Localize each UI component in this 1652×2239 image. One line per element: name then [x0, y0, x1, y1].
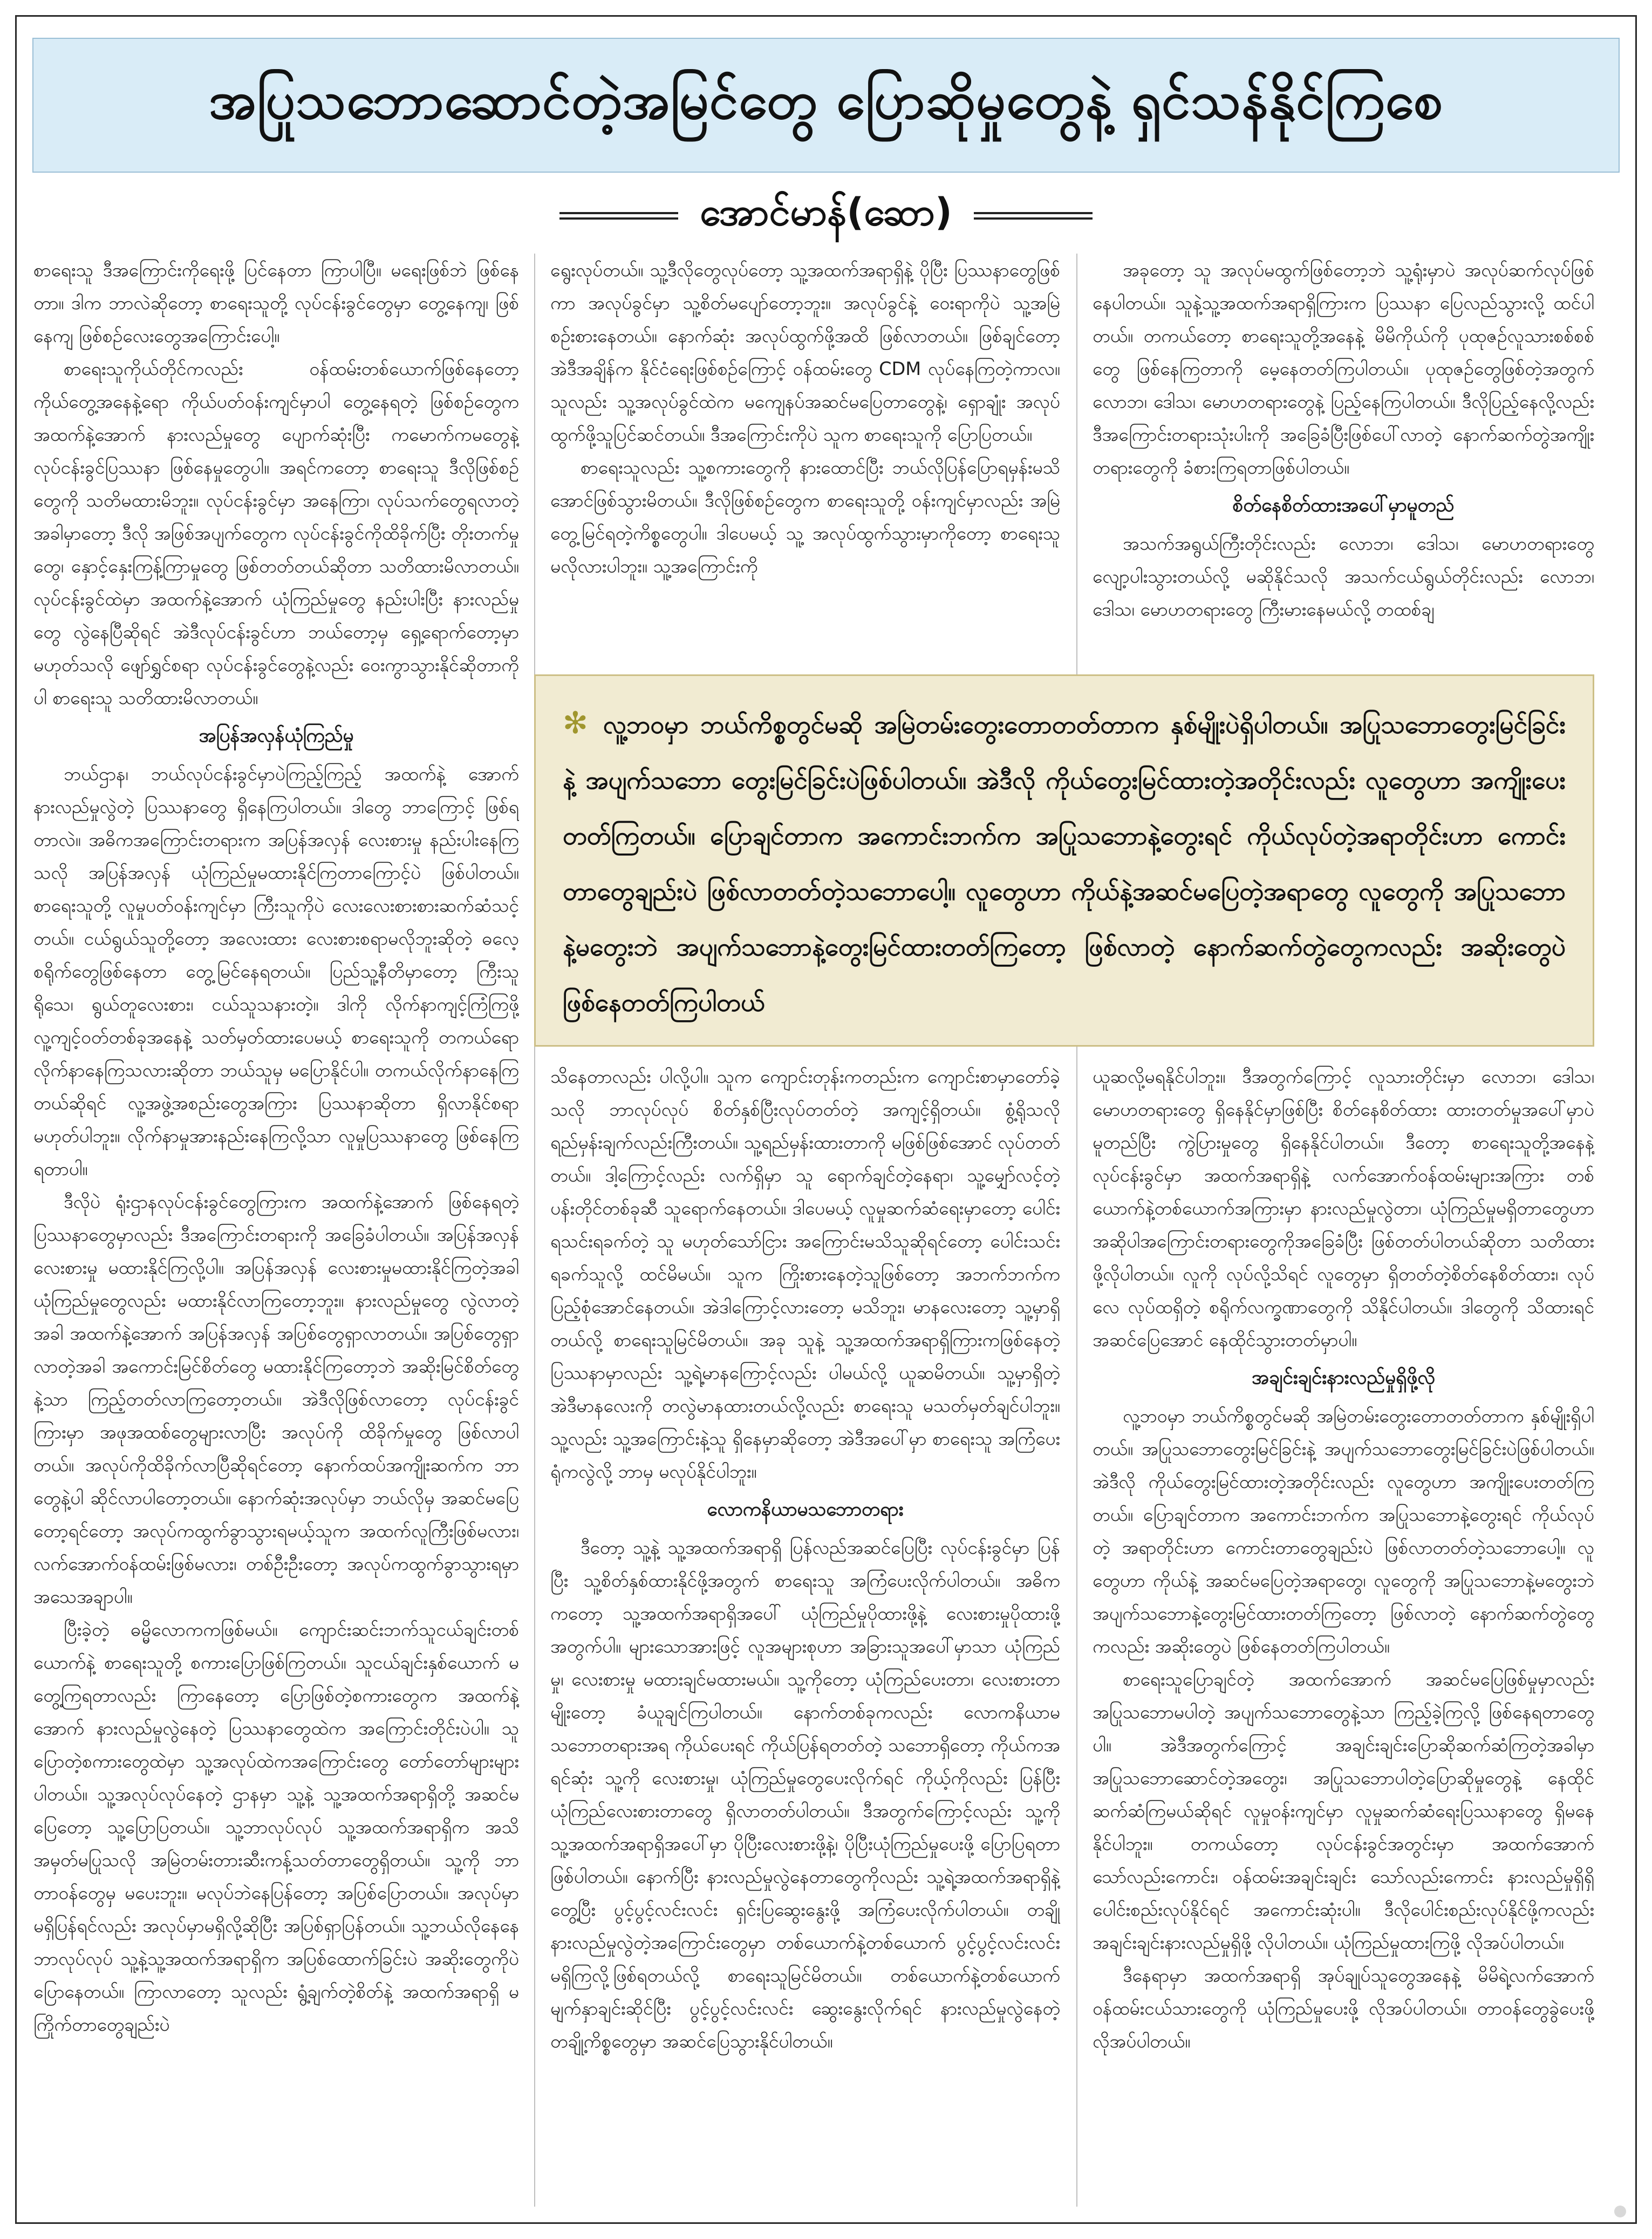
article-title: အပြုသဘောဆောင်တဲ့အမြင်တွေ ပြောဆိုမှုတွေနဲ့ ရှင်သန်နိုင်ကြစေ — [209, 70, 1443, 131]
paragraph: ရွေးလုပ်တယ်။ သူ့ဒီလိုတွေလုပ်တော့ သူ့အထက်အရာရှိနဲ့ ပိုပြီး ပြဿနာတွေဖြစ်ကာ အလုပ်ခွင်မှာ သူ့စိတ်မပျော်တော့ဘူး။ အလုပ်ခွင်နဲ့ ဝေးရာကိုပဲ သူ့အမြဲစဉ်းစားနေတယ်။ နောက်ဆုံး အလုပ်ထွက်ဖို့အထိ ဖြစ်လာတယ်။ ဖြစ်ချင်တော့ အဲဒီအချိန်က နိုင်ငံရေးဖြစ်စဉ်ကြောင့် ဝန်ထမ်းတွေ CDM လုပ်နေကြတဲ့ကာလ။ သူလည်း သူ့အလုပ်ခွင်ထဲက မကျေနပ်အဆင်မပြေတာတွေနဲ့၊ ရှောချုံး အလုပ်ထွက်ဖို့သူပြင်ဆင်တယ်။ ဒီအကြောင်းကိုပဲ သူက စာရေးသူကို ပြောပြတယ်။ — [550, 260, 1060, 445]
column-middle-bottom — [550, 1060, 1060, 2223]
column-middle-top — [550, 254, 1060, 664]
column-divider — [534, 254, 535, 2207]
paragraph: စာရေးသူပြောချင်တဲ့ အထက်အောက် အဆင်မပြေဖြစ်မှုမှာလည်း အပြုသဘောမပါတဲ့ အပျက်သဘောတွေနဲ့သာ ကြည့်ခဲ့ကြလို့ ဖြစ်နေရတာတွေပါ။ အဲဒီအတွက်ကြောင့် အချင်းချင်းပြောဆိုဆက်ဆံကြတဲ့အခါမှာ အပြုသဘောဆောင်တဲ့အတွေး၊ အပြုသဘောပါတဲ့ပြောဆိုမှုတွေနဲ့ နေထိုင်ဆက်ဆံကြမယ်ဆိုရင် လူမှုဝန်းကျင်မှာ လူမှုဆက်ဆံရေးပြဿနာတွေ ရှိမနေနိုင်ပါဘူး။ တကယ်တော့ လုပ်ငန်းခွင်အတွင်းမှာ အထက်အောက်သော်လည်းကောင်း၊ ဝန်ထမ်းအချင်းချင်း သော်လည်းကောင်း နားလည်မှုရှိရှိ ပေါင်းစည်းလုပ်နိုင်ရင် အကောင်းဆုံးပါ။ ဒီလိုပေါင်းစည်းလုပ်နိုင်ဖို့ကလည်း အချင်းချင်းနားလည်မှုရှိဖို့ လိုပါတယ်။ ယုံကြည်မှုထားကြဖို့ လိုအပ်ပါတယ်။ — [1093, 1669, 1594, 1953]
paragraph: လူ့ဘဝမှာ ဘယ်ကိစ္စတွင်မဆို အမြဲတမ်းတွေးတောတတ်တာက နှစ်မျိုးရှိပါတယ်။ အပြုသဘောတွေးမြင်ခြင်းနဲ့ အပျက်သဘောတွေးမြင်ခြင်းပဲဖြစ်ပါတယ်။ အဲဒီလို ကိုယ်တွေးမြင်ထားတဲ့အတိုင်းလည်း လူတွေဟာ အကျိုးပေးတတ်ကြတယ်။ ပြောချင်တာက အကောင်းဘက်က အပြုသဘောနဲ့တွေးရင် ကိုယ်လုပ်တဲ့ အရာတိုင်းဟာ ကောင်းတာတွေချည်းပဲ ဖြစ်လာတတ်တဲ့သဘောပေါ့။ လူတွေဟာ ကိုယ်နဲ့ အဆင်မပြေတဲ့အရာတွေ၊ လူတွေကို အပြုသဘောနဲ့မတွေးဘဲ အပျက်သဘောနဲ့တွေးမြင်ထားတတ်ကြတော့ ဖြစ်လာတဲ့ နောက်ဆက်တွဲတွေကလည်း အဆိုးတွေပဲ ဖြစ်နေတတ်ကြပါတယ်။ — [1093, 1405, 1594, 1657]
title-banner — [32, 38, 1620, 173]
paragraph: စာရေးသူလည်း သူ့စကားတွေကို နားထောင်ပြီး ဘယ်လိုပြန်ပြောရမှန်းမသိအောင်ဖြစ်သွားမိတယ်။ ဒီလိုဖြစ်စဉ်တွေက စာရေးသူတို့ ဝန်းကျင်မှာလည်း အမြဲတွေ့မြင်ရတဲ့ကိစ္စတွေပါ။ ဒါပေမယ့် သူ့ အလုပ်ထွက်သွားမှာကိုတော့ စာရေးသူ မလိုလားပါဘူး။ သူ့အကြောင်းကို — [550, 457, 1060, 577]
paragraph: စာရေးသူကိုယ်တိုင်ကလည်း ဝန်ထမ်းတစ်ယောက်ဖြစ်နေတော့ ကိုယ်တွေ့အနေနဲ့ရော ကိုယ်ပတ်ဝန်းကျင်မှာပါ တွေ့နေရတဲ့ ဖြစ်စဉ်တွေက အထက်နဲ့အောက် နားလည်မှုတွေ ပျောက်ဆုံးပြီး ကမောက်ကမတွေနဲ့ လုပ်ငန်းခွင်ပြဿနာ ဖြစ်နေမှုတွေပါ။ အရင်ကတော့ စာရေးသူ ဒီလိုဖြစ်စဉ်တွေကို သတိမထားမိဘူး။ လုပ်ငန်းခွင်မှာ အနေကြာ၊ လုပ်သက်တွေရလာတဲ့အခါမှာတော့ ဒီလို အဖြစ်အပျက်တွေက လုပ်ငန်းခွင်ကိုထိခိုက်ပြီး တိုးတက်မှုတွေ၊ နှောင့်နှေးကြန့်ကြာမှုတွေ ဖြစ်တတ်တယ်ဆိုတာ သတိထားမိလာတယ်။ လုပ်ငန်းခွင်ထဲမှာ အထက်နဲ့အောက် ယုံကြည်မှုတွေ နည်းပါးပြီး နားလည်မှုတွေ လွဲနေပြီဆိုရင် အဲဒီလုပ်ငန်းခွင်ဟာ ဘယ်တော့မှ ရှေ့ရောက်တော့မှာ မဟုတ်သလို ဖျော်ရွှင်စရာ လုပ်ငန်းခွင်တွေနဲ့လည်း ဝေးကွာသွားနိုင်ဆိုတာကိုပါ စာရေးသူ သတိထားမိလာတယ်။ — [33, 358, 519, 708]
section-heading: လောကနိယာမသဘောတရား — [707, 1499, 904, 1520]
pull-quote-text: လူ့ဘဝမှာ ဘယ်ကိစ္စတွင်မဆို အမြဲတမ်းတွေးတောတတ်တာက နှစ်မျိုးပဲရှိပါတယ်။ အပြုသဘောတွေးမြင်ခြင်းနဲ့ အပျက်သဘော တွေးမြင်ခြင်းပဲဖြစ်ပါတယ်။ အဲဒီလို ကိုယ်တွေးမြင်ထားတဲ့အတိုင်းလည်း လူတွေဟာ အကျိုးပေးတတ်ကြတယ်။ ပြောချင်တာက အကောင်းဘက်က အပြုသဘောနဲ့တွေးရင် ကိုယ်လုပ်တဲ့အရာတိုင်းဟာ ကောင်းတာတွေချည်းပဲ ဖြစ်လာတတ်တဲ့သဘောပေါ့။ လူတွေဟာ ကိုယ်နဲ့အဆင်မပြေတဲ့အရာတွေ လူတွေကို အပြုသဘောနဲ့မတွေးဘဲ အပျက်သဘောနဲ့တွေးမြင်ထားတတ်ကြတော့ ဖြစ်လာတဲ့ နောက်ဆက်တွဲတွေကလည်း အဆိုးတွေပဲ ဖြစ်နေတတ်ကြပါတယ် — [563, 710, 1566, 1017]
paragraph: ဒီတော့ သူ့နဲ့ သူ့အထက်အရာရှိ ပြန်လည်အဆင်ပြေပြီး လုပ်ငန်းခွင်မှာ ပြန်ပြီး သူ့စိတ်နှစ်ထားနိုင်ဖို့အတွက် စာရေးသူ အကြံပေးလိုက်ပါတယ်။ အဓိကကတော့ သူ့အထက်အရာရှိအပေါ် ယုံကြည်မှုပိုထားဖို့နဲ့ လေးစားမှုပိုထားဖို့အတွက်ပါ။ များသောအားဖြင့် လူအများစုဟာ အခြားသူအပေါ်မှာသာ ယုံကြည်မှု၊ လေးစားမှု မထားချင်မထားမယ်။ သူ့ကိုတော့ ယုံကြည်ပေးတာ၊ လေးစားတာမျိုးတော့ ခံယူချင်ကြပါတယ်။ နောက်တစ်ခုကလည်း လောကနိယာမသဘောတရားအရ ကိုယ်ပေးရင် ကိုယ်ပြန်ရတတ်တဲ့ သဘောရှိတော့ ကိုယ်ကအရင်ဆုံး သူ့ကို လေးစားမှု၊ ယုံကြည်မှုတွေပေးလိုက်ရင် ကိုယ့်ကိုလည်း ပြန်ပြီးယုံကြည်လေးစားတာတွေ ရှိလာတတ်ပါတယ်။ ဒီအတွက်ကြောင့်လည်း သူ့ကို သူ့အထက်အရာရှိအပေါ်မှာ ပိုပြီးလေးစားဖို့နဲ့၊ ပိုပြီးယုံကြည်မှုပေးဖို့ ပြောပြရတာဖြစ်ပါတယ်။ နောက်ပြီး နားလည်မှုလွဲနေတာတွေကိုလည်း သူ့ရဲ့အထက်အရာရှိနဲ့တွေ့ပြီး ပွင့်ပွင့်လင်းလင်း ရှင်းပြဆွေးနွေးဖို့ အကြံပေးလိုက်ပါတယ်။ တချို့ နားလည်မှုလွဲတဲ့အကြောင်းတွေမှာ တစ်ယောက်နဲ့တစ်ယောက် ပွင့်ပွင့်လင်းလင်း မရှိကြလို့ဖြစ်ရတယ်လို့ စာရေးသူမြင်မိတယ်။ တစ်ယောက်နဲ့တစ်ယောက် မျက်နှာချင်းဆိုင်ပြီး ပွင့်ပွင့်လင်းလင်း ဆွေးနွေးလိုက်ရင် နားလည်မှုလွဲနေတဲ့ တချို့ကိစ္စတွေမှာ အဆင်ပြေသွားနိုင်ပါတယ်။ — [550, 1537, 1060, 2052]
author-name: အောင်မာန်(ဆော) — [700, 189, 952, 234]
paragraph: ဒီလိုပဲ ရုံးဌာနလုပ်ငန်းခွင်တွေကြားက အထက်နဲ့အောက် ဖြစ်နေရတဲ့ ပြဿနာတွေမှာလည်း ဒီအကြောင်းတရားကို အခြေခံပါတယ်။ အပြန်အလှန်လေးစားမှု မထားနိုင်ကြလို့ပါ။ အပြန်အလှန် လေးစားမှုမထားနိုင်ကြတဲ့အခါ ယုံကြည်မှုတွေလည်း မထားနိုင်လာကြတော့ဘူး။ နားလည်မှုတွေ လွဲလာတဲ့အခါ အထက်နဲ့အောက် အပြန်အလှန် အပြစ်တွေရှာလာတယ်။ အပြစ်တွေရှာလာတဲ့အခါ အကောင်းမြင်စိတ်တွေ မထားနိုင်ကြတော့ဘဲ အဆိုးမြင်စိတ်တွေနဲ့သာ ကြည့်တတ်လာကြတော့တယ်။ အဲဒီလိုဖြစ်လာတော့ လုပ်ငန်းခွင်ကြားမှာ အဖုအထစ်တွေများလာပြီး အလုပ်ကို ထိခိုက်မှုတွေ ဖြစ်လာပါတယ်။ အလုပ်ကိုထိခိုက်လာပြီဆိုရင်တော့ နောက်ထပ်အကျိုးဆက်က ဘာတွေနဲ့ပါ ဆိုင်လာပါတော့တယ်။ နောက်ဆုံးအလုပ်မှာ ဘယ်လိုမှ အဆင်မပြေတော့ရင်တော့ အလုပ်ကထွက်ခွာသွားရမယ့်သူက အထက်လူကြီးဖြစ်မလား၊ လက်အောက်ဝန်ထမ်းဖြစ်မလား၊ တစ်ဦးဦးတော့ အလုပ်ကထွက်ခွာသွားရမှာ အသေအချာပါ။ — [33, 1191, 519, 1607]
paragraph: အခုတော့ သူ အလုပ်မထွက်ဖြစ်တော့ဘဲ သူ့ရုံးမှာပဲ အလုပ်ဆက်လုပ်ဖြစ်နေပါတယ်။ သူနဲ့သူ့အထက်အရာရှိကြားက ပြဿနာ ပြေလည်သွားလို့ ထင်ပါတယ်။ တကယ်တော့ စာရေးသူတို့အနေနဲ့ မိမိကိုယ်ကို ပုထုဇဉ်လူသားစစ်စစ်တွေ ဖြစ်နေကြတာကို မေ့နေတတ်ကြပါတယ်။ ပုထုဇဉ်တွေဖြစ်တဲ့အတွက် လောဘ၊ ဒေါသ၊ မောဟတရားတွေနဲ့ ပြည့်နေကြပါတယ်။ ဒီလိုပြည့်နေလို့လည်း ဒီအကြောင်းတရားသုံးပါးကို အခြေခံပြီးဖြစ်ပေါ်လာတဲ့ နောက်ဆက်တွဲအကျိုးတရားတွေကို ခံစားကြရတာဖြစ်ပါတယ်။ — [1093, 260, 1594, 478]
scan-mark — [1614, 2206, 1626, 2217]
pull-quote-box — [534, 674, 1594, 1047]
column-left — [33, 254, 519, 2223]
paragraph: ယူဆလို့မရနိုင်ပါဘူး။ ဒီအတွက်ကြောင့် လူသားတိုင်းမှာ လောဘ၊ ဒေါသ၊ မောဟတရားတွေ ရှိနေနိုင်မှာဖြစ်ပြီး စိတ်နေစိတ်ထား ထားတတ်မှုအပေါ်မှာပဲ မူတည်ပြီး ကွဲပြားမှုတွေ ရှိနေနိုင်ပါတယ်။ ဒီတော့ စာရေးသူတို့အနေနဲ့ လုပ်ငန်းခွင်မှာ အထက်အရာရှိနဲ့ လက်အောက်ဝန်ထမ်းများအကြား တစ်ယောက်နဲ့တစ်ယောက်အကြားမှာ နားလည်မှုလွဲတာ၊ ယုံကြည်မှုမရှိတာတွေဟာ အဆိုပါအကြောင်းတရားတွေကိုအခြေခံပြီး ဖြစ်တတ်ပါတယ်ဆိုတာ သတိထားဖို့လိုပါတယ်။ လူကို လုပ်လို့သိရင် လူတွေမှာ ရှိတတ်တဲ့စိတ်နေစိတ်ထား၊ လုပ်လေ လုပ်ထရှိတဲ့ စရိုက်လက္ခဏာတွေကို သိနိုင်ပါတယ်။ ဒါတွေကို သိထားရင် အဆင်ပြေအောင် နေထိုင်သွားတတ်မှာပါ။ — [1093, 1066, 1594, 1350]
asterisk-icon: ✻ — [563, 706, 588, 741]
paragraph: သိနေတာလည်း ပါလို့ပါ။ သူက ကျောင်းတုန်းကတည်းက ကျောင်းစာမှာတော်ခဲ့သလို ဘာလုပ်လုပ် စိတ်နှစ်ပြီးလုပ်တတ်တဲ့ အကျင့်ရှိတယ်။ စွံ့ရိုသလို ရည်မှန်းချက်လည်းကြီးတယ်။ သူ့ရည်မှန်းထားတာကို မဖြစ်ဖြစ်အောင် လုပ်တတ်တယ်။ ဒါ့ကြောင့်လည်း လက်ရှိမှာ သူ ရောက်ချင်တဲ့နေရာ၊ သူ့မျှော်လင့်တဲ့ ပန်းတိုင်တစ်ခုဆီ သူရောက်နေတယ်။ ဒါပေမယ့် လူမှုဆက်ဆံရေးမှာတော့ ပေါင်းရသင်းရခက်တဲ့ သူ မဟုတ်သော်ငြား အကြောင်းမသိသူဆိုရင်တော့ ပေါင်းသင်းရခက်သူလို့ ထင်မိမယ်။ သူက ကြိုးစားနေတဲ့သူဖြစ်တော့ အဘက်ဘက်က ပြည့်စုံအောင်နေတယ်။ အဲဒါကြောင့်လားတော့ မသိဘူး၊ မာနလေးတော့ သူ့မှာရှိတယ်လို့ စာရေးသူမြင်မိတယ်။ အခု သူနဲ့ သူ့အထက်အရာရှိကြားကဖြစ်နေတဲ့ ပြဿနာမှာလည်း သူ့ရဲ့မာနကြောင့်လည်း ပါမယ်လို့ ယူဆမိတယ်။ သူ့မှာရှိတဲ့ အဲဒီမာနလေးကို တလွဲမာနထားတယ်လို့လည်း စာရေးသူ မသတ်မှတ်ချင်ပါဘူး။ သူ့လည်း သူ့အကြောင်းနဲ့သူ ရှိနေမှာဆိုတော့ အဲဒီအပေါ်မှာ စာရေးသူ အကြံပေးရုံကလွဲလို့ ဘာမှ မလုပ်နိုင်ပါဘူး။ — [550, 1066, 1060, 1482]
paragraph: စာရေးသူ ဒီအကြောင်းကိုရေးဖို့ ပြင်နေတာ ကြာပါပြီ။ မရေးဖြစ်ဘဲ ဖြစ်နေတာ။ ဒါက ဘာလဲဆိုတော့ စာရေးသူတို့ လုပ်ငန်းခွင်တွေမှာ တွေ့နေကျ၊ ဖြစ်နေကျ ဖြစ်စဉ်လေးတွေအကြောင်းပေါ့။ — [33, 260, 519, 346]
paragraph: ပြီးခဲ့တဲ့ ဓမ္မိလောကကဖြစ်မယ်။ ကျောင်းဆင်းဘက်သူငယ်ချင်းတစ်ယောက်နဲ့ စာရေးသူတို့ စကားပြောဖြစ်ကြတယ်။ သူငယ်ချင်းနှစ်ယောက် မတွေ့ကြရတာလည်း ကြာနေတော့ ပြောဖြစ်တဲ့စကားတွေက အထက်နဲ့အောက် နားလည်မှုလွဲနေတဲ့ ပြဿနာတွေထဲက အကြောင်းတိုင်းပဲပါ။ သူပြောတဲ့စကားတွေထဲမှာ သူ့အလုပ်ထဲကအကြောင်းတွေ တော်တော်များများပါတယ်။ သူ့အလုပ်လုပ်နေတဲ့ ဌာနမှာ သူ့နဲ့ သူ့အထက်အရာရှိတို့ အဆင်မပြေတော့ သူ့ပြောပြတယ်။ သူ့ဘာလုပ်လုပ် သူ့အထက်အရာရှိက အသိအမှတ်မပြုသလို အမြဲတမ်းတားဆီးကန့်သတ်တာတွေရှိတယ်။ သူ့ကို ဘာတာဝန်တွေမှ မပေးဘူး။ မလုပ်ဘဲနေပြန်တော့ အပြစ်ပြောတယ်။ အလုပ်မှာ မရှိပြန်ရင်လည်း အလုပ်မှာမရှိလို့ဆိုပြီး အပြစ်ရှာပြန်တယ်။ သူ့ဘယ်လိုနေနေ ဘာလုပ်လုပ် သူ့နဲ့သူ့အထက်အရာရှိက အပြစ်ထောက်ခြင်းပဲ အဆိုးတွေကိုပဲ ပြောနေတယ်။ ကြာလာတော့ သူလည်း ရွံ့ချက်တဲ့စိတ်နဲ့ အထက်အရာရှိ မကြိုက်တာတွေချည်းပဲ — [33, 1619, 519, 2035]
column-divider — [1076, 254, 1077, 2207]
byline — [0, 186, 1652, 245]
paragraph: အသက်အရွယ်ကြီးတိုင်းလည်း လောဘ၊ ဒေါသ၊ မောဟတရားတွေ လျော့ပါးသွားတယ်လို့ မဆိုနိုင်သလို အသက်ငယ်ရွယ်တိုင်းလည်း လောဘ၊ ဒေါသ၊ မောဟတရားတွေ ကြီးမားနေမယ်လို့ တထစ်ချ — [1093, 533, 1594, 620]
column-right-top — [1093, 254, 1594, 664]
paragraph: ဒီနေရာမှာ အထက်အရာရှိ အုပ်ချုပ်သူတွေအနေနဲ့ မိမိရဲ့လက်အောက်ဝန်ထမ်းငယ်သားတွေကို ယုံကြည်မှုပေးဖို့ လိုအပ်ပါတယ်။ တာဝန်တွေခွဲပေးဖို့ လိုအပ်ပါတယ်။ — [1093, 1965, 1594, 2052]
section-heading: စိတ်နေစိတ်ထားအပေါ်မှာမူတည် — [1232, 495, 1455, 516]
paragraph: ဘယ်ဌာန၊ ဘယ်လုပ်ငန်းခွင်မှာပဲကြည့်ကြည့် အထက်နဲ့ အောက် နားလည်မှုလွဲတဲ့ ပြဿနာတွေ ရှိနေကြပါတယ်။ ဒါတွေ ဘာကြောင့် ဖြစ်ရတာလဲ။ အဓိကအကြောင်းတရားက အပြန်အလှန် လေးစားမှု နည်းပါးနေကြသလို အပြန်အလှန် ယုံကြည်မှုမထားနိုင်ကြတာကြောင့်ပဲ ဖြစ်ပါတယ်။ စာရေးသူတို့ လူမှုပတ်ဝန်းကျင်မှာ ကြီးသူကိုပဲ လေးလေးစားစားဆက်ဆံသင့်တယ်။ ငယ်ရွယ်သူတို့တော့ အလေးထား လေးစားစရာမလိုဘူးဆိုတဲ့ ဓလေ့စရိုက်တွေဖြစ်နေတာ တွေ့မြင်နေရတယ်။ ပြည်သူ့နီတိမှာတော့ ကြီးသူရိုသေ၊ ရွယ်တူလေးစား၊ ငယ်သူသနားတဲ့။ ဒါကို လိုက်နာကျင့်ကြံကြဖို့ လူ့ကျင့်ဝတ်တစ်ခုအနေနဲ့ သတ်မှတ်ထားပေမယ့် စာရေးသူကို တကယ်ရော လိုက်နာနေကြသလားဆိုတာ ဘယ်သူမှ မပြောနိုင်ပါ။ တကယ်လိုက်နာနေကြတယ်ဆိုရင် လူ့အဖွဲ့အစည်းတွေအကြား ပြဿနာဆိုတာ ရှိလာနိုင်စရာ မဟုတ်ပါဘူး။ လိုက်နာမှုအားနည်းနေကြလို့သာ လူမှုပြဿနာတွေ ဖြစ်နေကြရတာပါ။ — [33, 763, 519, 1179]
section-heading: အပြန်အလှန်ယုံကြည်မှု — [199, 725, 354, 747]
byline-rule-left — [559, 212, 678, 220]
byline-rule-right — [974, 212, 1093, 220]
section-heading: အချင်းချင်းနားလည်မှုရှိဖို့လို — [1251, 1367, 1436, 1389]
column-right-bottom — [1093, 1060, 1594, 2223]
